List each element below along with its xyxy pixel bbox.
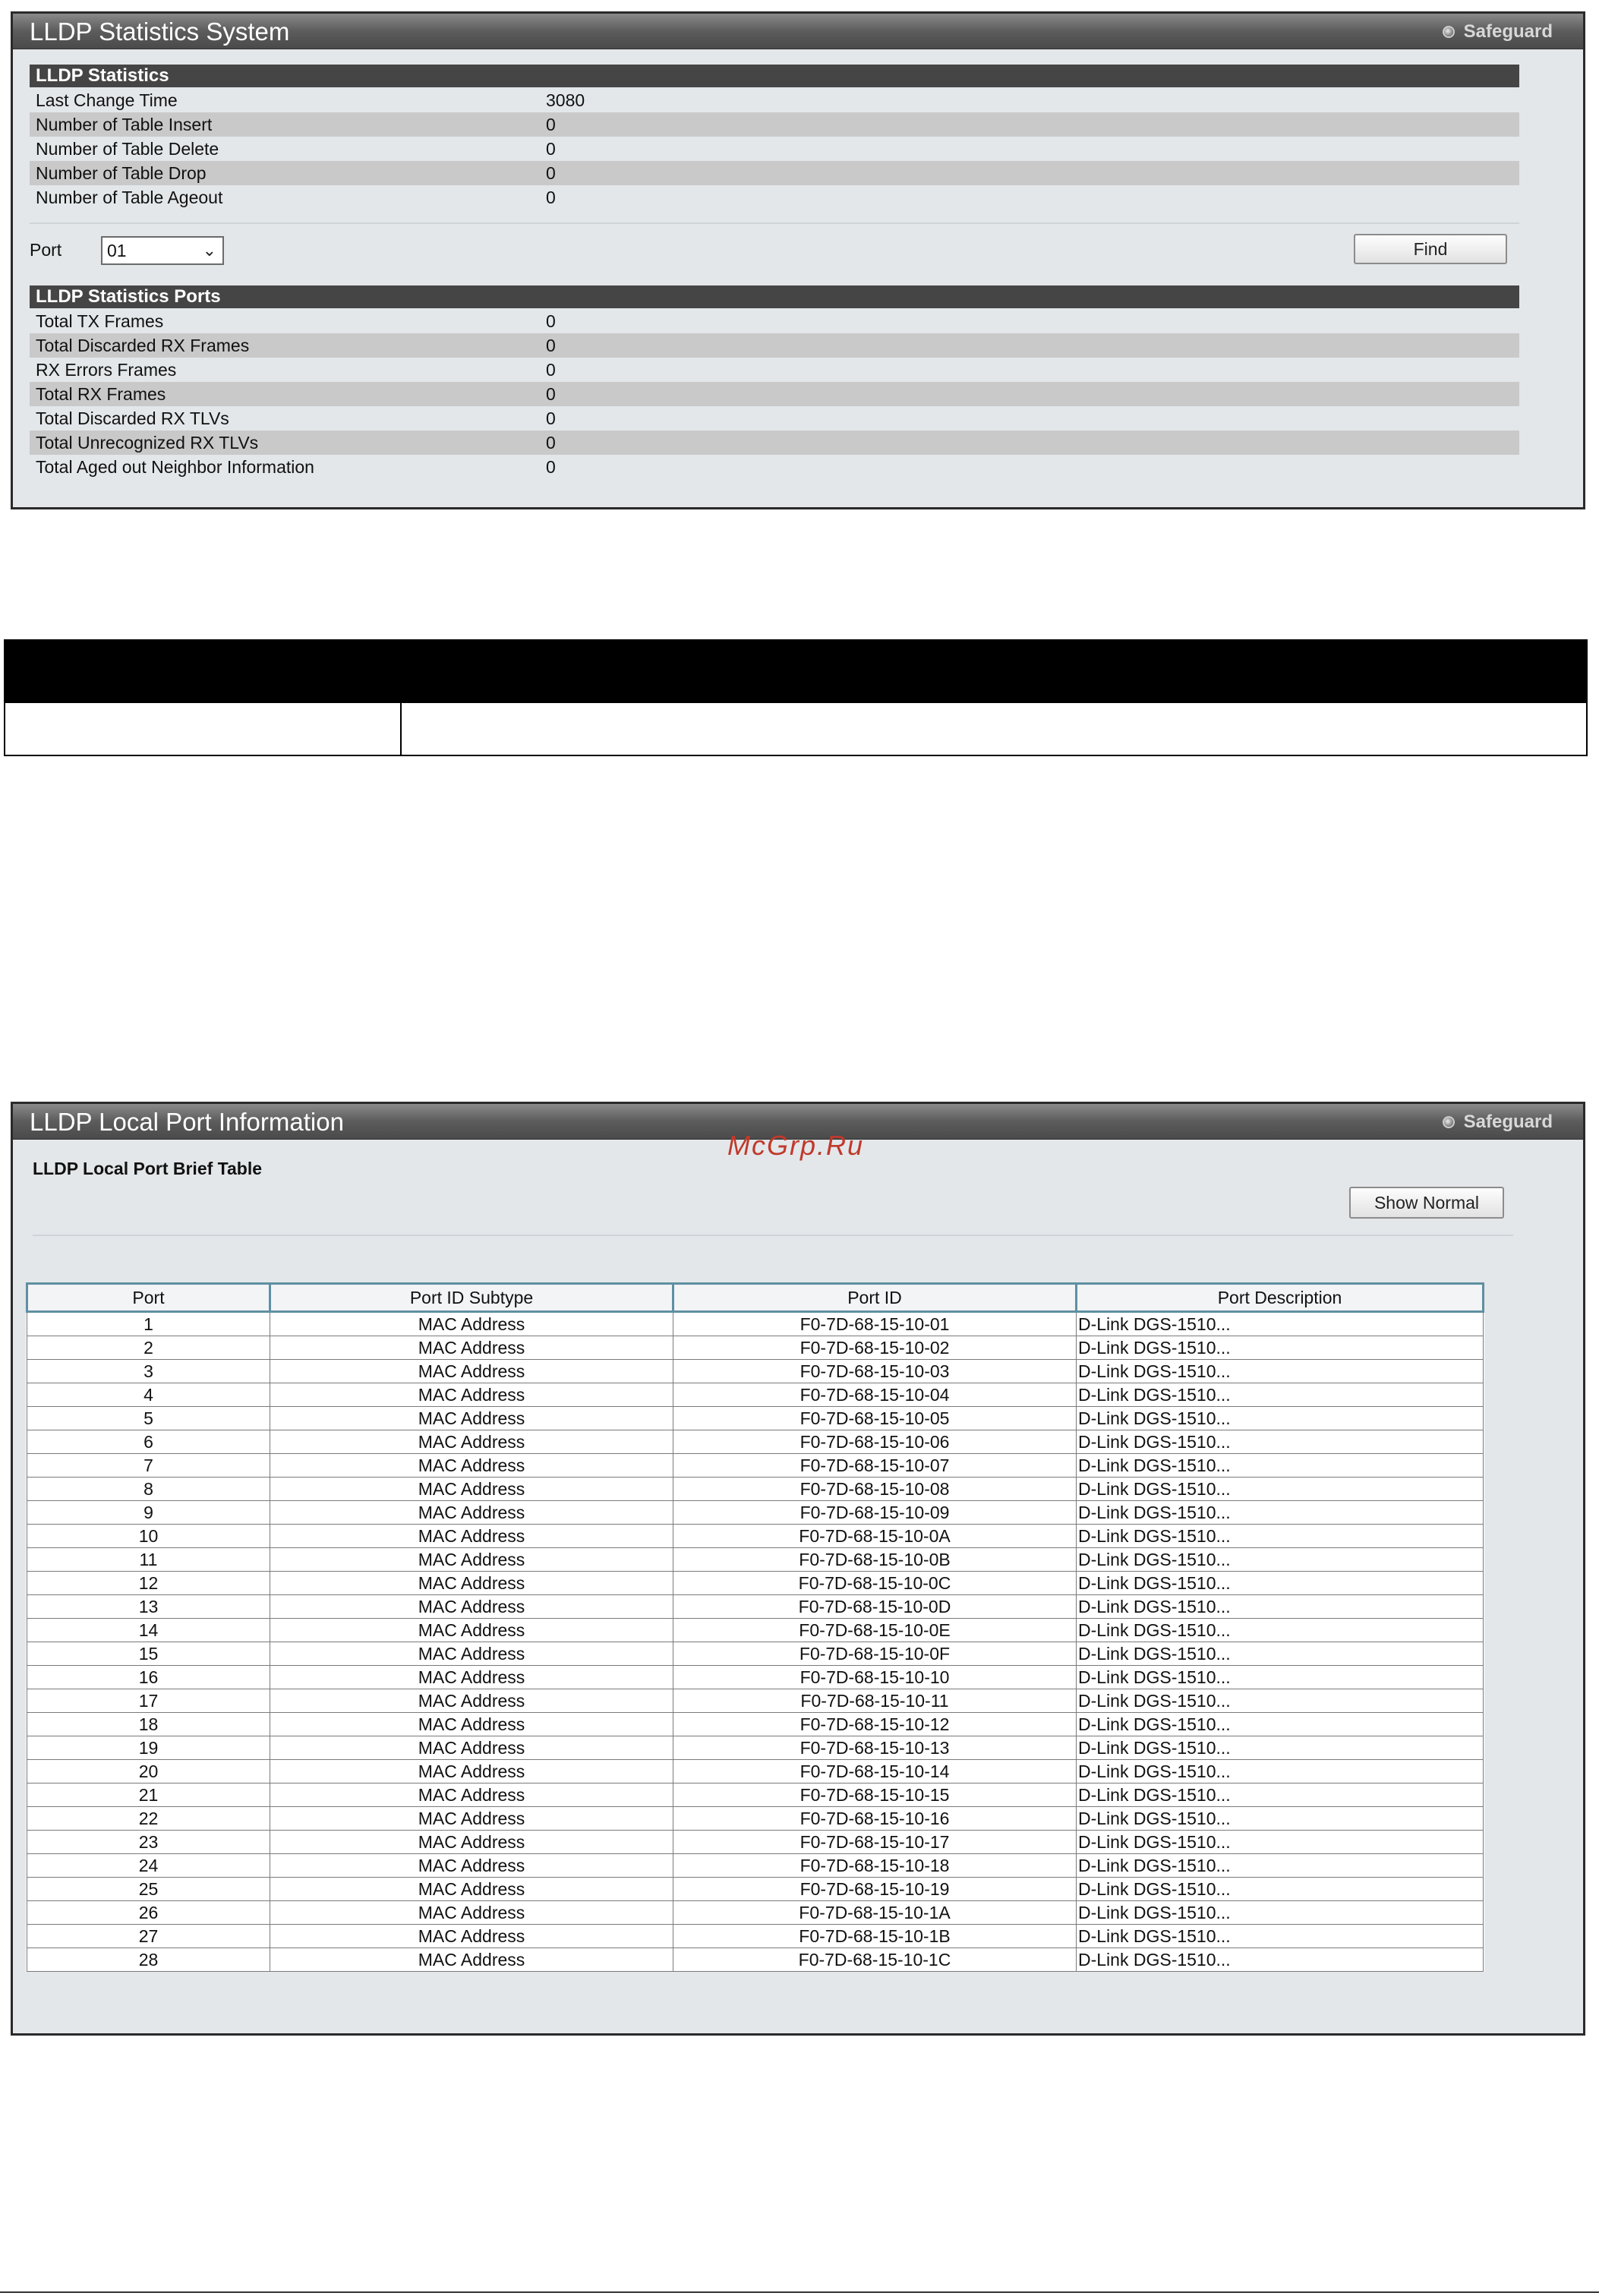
cell-port: 7 — [27, 1454, 270, 1478]
cell-port-id: F0-7D-68-15-10-01 — [673, 1312, 1077, 1336]
lldp-statistics-system-panel — [11, 11, 1585, 509]
cell-port-description: D-Link DGS-1510... — [1077, 1360, 1484, 1383]
table-row — [27, 1525, 1484, 1548]
page-bottom-rule — [0, 2291, 1599, 2293]
cell-port-description: D-Link DGS-1510... — [1077, 1831, 1484, 1854]
panel-title: LLDP Statistics System — [30, 17, 290, 46]
local-port-brief-table — [26, 1282, 1484, 1972]
cell-port-description: D-Link DGS-1510... — [1077, 1525, 1484, 1548]
cell-port: 22 — [27, 1807, 270, 1831]
cell-port-id-subtype: MAC Address — [270, 1784, 673, 1807]
stat-label: RX Errors Frames — [36, 360, 177, 380]
table-row — [27, 1831, 1484, 1854]
cell-port-id: F0-7D-68-15-10-17 — [673, 1831, 1077, 1854]
table-row — [27, 1312, 1484, 1336]
stat-row — [30, 88, 1519, 112]
cell-port-description: D-Link DGS-1510... — [1077, 1595, 1484, 1619]
stat-label: Total Discarded RX Frames — [36, 336, 250, 355]
cell-port-description: D-Link DGS-1510... — [1077, 1478, 1484, 1501]
table-row — [27, 1784, 1484, 1807]
cell-port-id-subtype: MAC Address — [270, 1336, 673, 1360]
table-row — [27, 1619, 1484, 1642]
stat-row — [30, 430, 1519, 455]
panel-titlebar — [13, 14, 1583, 49]
cell-port: 12 — [27, 1572, 270, 1595]
stat-label: Number of Table Insert — [36, 115, 213, 134]
cell-port-description: D-Link DGS-1510... — [1077, 1901, 1484, 1925]
cell-port-id-subtype: MAC Address — [270, 1642, 673, 1666]
cell-port-description: D-Link DGS-1510... — [1077, 1572, 1484, 1595]
stat-value: 0 — [546, 311, 556, 331]
table-row — [27, 1878, 1484, 1901]
cell-port-id: F0-7D-68-15-10-0C — [673, 1572, 1077, 1595]
port-select[interactable] — [101, 236, 224, 265]
stat-row — [30, 137, 1519, 161]
cell-port-id-subtype: MAC Address — [270, 1713, 673, 1736]
stat-row — [30, 382, 1519, 406]
stat-label: Number of Table Ageout — [36, 188, 223, 207]
column-header-port[interactable]: Port — [27, 1284, 270, 1312]
stat-value: 0 — [546, 188, 556, 207]
table-row — [27, 1760, 1484, 1784]
cell-port: 14 — [27, 1619, 270, 1642]
table-row — [27, 1336, 1484, 1360]
table-subtitle: LLDP Local Port Brief Table — [33, 1159, 263, 1178]
cell-port-id-subtype: MAC Address — [270, 1383, 673, 1407]
safeguard-led-icon — [1443, 26, 1455, 38]
table-row — [27, 1666, 1484, 1689]
cell-port-id-subtype: MAC Address — [270, 1854, 673, 1878]
cell-port-id: F0-7D-68-15-10-0B — [673, 1548, 1077, 1572]
cell-port-id: F0-7D-68-15-10-12 — [673, 1713, 1077, 1736]
cell-port-id: F0-7D-68-15-10-1C — [673, 1948, 1077, 1972]
stat-value: 0 — [546, 360, 556, 380]
stat-label: Number of Table Drop — [36, 163, 207, 183]
show-normal-button[interactable]: Show Normal — [1349, 1187, 1504, 1219]
cell-port-description: D-Link DGS-1510... — [1077, 1336, 1484, 1360]
column-header-port-id-subtype[interactable]: Port ID Subtype — [270, 1284, 673, 1312]
stat-label: Total Unrecognized RX TLVs — [36, 433, 259, 453]
cell-port-id: F0-7D-68-15-10-0D — [673, 1595, 1077, 1619]
cell-port-description: D-Link DGS-1510... — [1077, 1454, 1484, 1478]
table-row — [27, 1689, 1484, 1713]
cell-port-description: D-Link DGS-1510... — [1077, 1619, 1484, 1642]
cell-port: 24 — [27, 1854, 270, 1878]
stat-row — [30, 406, 1519, 430]
table-row — [27, 1901, 1484, 1925]
cell-port-id: F0-7D-68-15-10-15 — [673, 1784, 1077, 1807]
stat-row — [30, 309, 1519, 333]
cell-port-description: D-Link DGS-1510... — [1077, 1713, 1484, 1736]
cell-port-id-subtype: MAC Address — [270, 1948, 673, 1972]
table-row — [27, 1501, 1484, 1525]
cell-port-id: F0-7D-68-15-10-05 — [673, 1407, 1077, 1430]
port-select-value: 01 — [107, 241, 127, 260]
cell-port-id: F0-7D-68-15-10-02 — [673, 1336, 1077, 1360]
cell-port-description: D-Link DGS-1510... — [1077, 1878, 1484, 1901]
cell-port-description: D-Link DGS-1510... — [1077, 1948, 1484, 1972]
stat-value: 0 — [546, 457, 556, 477]
stat-row — [30, 358, 1519, 382]
cell-port-id: F0-7D-68-15-10-07 — [673, 1454, 1077, 1478]
cell-port: 4 — [27, 1383, 270, 1407]
stat-row — [30, 161, 1519, 185]
cell-port: 5 — [27, 1407, 270, 1430]
cell-port: 23 — [27, 1831, 270, 1854]
cell-port-id: F0-7D-68-15-10-11 — [673, 1689, 1077, 1713]
table-column-divider — [400, 703, 402, 755]
table-row — [27, 1642, 1484, 1666]
find-button[interactable]: Find — [1354, 234, 1507, 264]
table-body-row — [4, 703, 1588, 756]
cell-port-id: F0-7D-68-15-10-13 — [673, 1736, 1077, 1760]
section-header-lldp-statistics-ports: LLDP Statistics Ports — [30, 285, 1519, 308]
cell-port-id: F0-7D-68-15-10-18 — [673, 1854, 1077, 1878]
cell-port-description: D-Link DGS-1510... — [1077, 1736, 1484, 1760]
cell-port: 11 — [27, 1548, 270, 1572]
cell-port: 28 — [27, 1948, 270, 1972]
cell-port-id: F0-7D-68-15-10-0A — [673, 1525, 1077, 1548]
stat-label: Total Discarded RX TLVs — [36, 408, 229, 428]
column-header-port-id[interactable]: Port ID — [673, 1284, 1077, 1312]
stat-row — [30, 112, 1519, 137]
cell-port-id: F0-7D-68-15-10-06 — [673, 1430, 1077, 1454]
stat-row — [30, 333, 1519, 358]
section-divider — [30, 222, 1519, 224]
table-row — [27, 1454, 1484, 1478]
stat-value: 0 — [546, 115, 556, 134]
cell-port-id-subtype: MAC Address — [270, 1407, 673, 1430]
column-header-port-description[interactable]: Port Description — [1077, 1284, 1484, 1312]
cell-port-description: D-Link DGS-1510... — [1077, 1548, 1484, 1572]
cell-port-id: F0-7D-68-15-10-0F — [673, 1642, 1077, 1666]
safeguard-led-icon — [1443, 1116, 1455, 1128]
cell-port-id: F0-7D-68-15-10-0E — [673, 1619, 1077, 1642]
table-row — [27, 1807, 1484, 1831]
table-row — [27, 1854, 1484, 1878]
stat-label: Total RX Frames — [36, 384, 166, 404]
cell-port-id: F0-7D-68-15-10-1A — [673, 1901, 1077, 1925]
cell-port-description: D-Link DGS-1510... — [1077, 1430, 1484, 1454]
cell-port: 25 — [27, 1878, 270, 1901]
cell-port-description: D-Link DGS-1510... — [1077, 1312, 1484, 1336]
safeguard-label: Safeguard — [1463, 21, 1553, 42]
stat-row — [30, 455, 1519, 479]
cell-port-id-subtype: MAC Address — [270, 1478, 673, 1501]
table-row — [27, 1430, 1484, 1454]
stat-value: 0 — [546, 139, 556, 159]
cell-port-description: D-Link DGS-1510... — [1077, 1642, 1484, 1666]
cell-port-description: D-Link DGS-1510... — [1077, 1784, 1484, 1807]
stat-label: Total Aged out Neighbor Information — [36, 457, 314, 477]
cell-port-id: F0-7D-68-15-10-04 — [673, 1383, 1077, 1407]
cell-port-id-subtype: MAC Address — [270, 1312, 673, 1336]
cell-port-id-subtype: MAC Address — [270, 1666, 673, 1689]
stat-value: 0 — [546, 384, 556, 404]
table-header-bar — [4, 639, 1588, 703]
safeguard-indicator — [1443, 1112, 1553, 1132]
cell-port-id: F0-7D-68-15-10-16 — [673, 1807, 1077, 1831]
cell-port: 15 — [27, 1642, 270, 1666]
cell-port: 21 — [27, 1784, 270, 1807]
stat-row — [30, 185, 1519, 210]
cell-port: 6 — [27, 1430, 270, 1454]
cell-port-id-subtype: MAC Address — [270, 1454, 673, 1478]
table-row — [27, 1383, 1484, 1407]
table-row — [27, 1572, 1484, 1595]
cell-port-id-subtype: MAC Address — [270, 1807, 673, 1831]
watermark: McGrp.Ru — [727, 1130, 865, 1161]
cell-port-description: D-Link DGS-1510... — [1077, 1760, 1484, 1784]
cell-port: 13 — [27, 1595, 270, 1619]
cell-port: 27 — [27, 1925, 270, 1948]
table-row — [27, 1478, 1484, 1501]
cell-port: 9 — [27, 1501, 270, 1525]
cell-port-id-subtype: MAC Address — [270, 1572, 673, 1595]
stat-label: Number of Table Delete — [36, 139, 219, 159]
cell-port: 1 — [27, 1312, 270, 1336]
cell-port: 17 — [27, 1689, 270, 1713]
cell-port-id-subtype: MAC Address — [270, 1878, 673, 1901]
cell-port-id-subtype: MAC Address — [270, 1525, 673, 1548]
table-row — [27, 1407, 1484, 1430]
cell-port-id-subtype: MAC Address — [270, 1736, 673, 1760]
chevron-down-icon: ⌄ — [202, 241, 216, 260]
port-label: Port — [30, 240, 62, 260]
stat-label: Total TX Frames — [36, 311, 164, 331]
cell-port: 3 — [27, 1360, 270, 1383]
cell-port-id-subtype: MAC Address — [270, 1501, 673, 1525]
table-row — [27, 1948, 1484, 1972]
cell-port: 18 — [27, 1713, 270, 1736]
table-header-row — [27, 1284, 1484, 1312]
cell-port-id-subtype: MAC Address — [270, 1925, 673, 1948]
cell-port: 20 — [27, 1760, 270, 1784]
cell-port: 10 — [27, 1525, 270, 1548]
cell-port-id-subtype: MAC Address — [270, 1619, 673, 1642]
cell-port-id-subtype: MAC Address — [270, 1760, 673, 1784]
cell-port-id-subtype: MAC Address — [270, 1548, 673, 1572]
cell-port: 19 — [27, 1736, 270, 1760]
table-row — [27, 1360, 1484, 1383]
stat-value: 0 — [546, 163, 556, 183]
cell-port-description: D-Link DGS-1510... — [1077, 1383, 1484, 1407]
cell-port-description: D-Link DGS-1510... — [1077, 1666, 1484, 1689]
cell-port-id: F0-7D-68-15-10-08 — [673, 1478, 1077, 1501]
cell-port-description: D-Link DGS-1510... — [1077, 1501, 1484, 1525]
table-row — [27, 1925, 1484, 1948]
cell-port-description: D-Link DGS-1510... — [1077, 1689, 1484, 1713]
cell-port-id: F0-7D-68-15-10-14 — [673, 1760, 1077, 1784]
cell-port-id: F0-7D-68-15-10-03 — [673, 1360, 1077, 1383]
cell-port: 2 — [27, 1336, 270, 1360]
cell-port-id-subtype: MAC Address — [270, 1831, 673, 1854]
cell-port-id-subtype: MAC Address — [270, 1689, 673, 1713]
cell-port-description: D-Link DGS-1510... — [1077, 1807, 1484, 1831]
cell-port-id-subtype: MAC Address — [270, 1901, 673, 1925]
safeguard-label: Safeguard — [1463, 1112, 1553, 1132]
stat-value: 0 — [546, 433, 556, 453]
cell-port-id-subtype: MAC Address — [270, 1430, 673, 1454]
cell-port: 16 — [27, 1666, 270, 1689]
section-divider — [33, 1235, 1513, 1236]
cell-port-description: D-Link DGS-1510... — [1077, 1925, 1484, 1948]
cell-port-id-subtype: MAC Address — [270, 1360, 673, 1383]
cell-port-id: F0-7D-68-15-10-10 — [673, 1666, 1077, 1689]
cell-port: 8 — [27, 1478, 270, 1501]
cell-port-id: F0-7D-68-15-10-09 — [673, 1501, 1077, 1525]
safeguard-indicator — [1443, 22, 1553, 42]
section-header-lldp-statistics: LLDP Statistics — [30, 65, 1519, 87]
stat-value: 0 — [546, 336, 556, 355]
stat-value: 0 — [546, 408, 556, 428]
cell-port: 26 — [27, 1901, 270, 1925]
cell-port-id-subtype: MAC Address — [270, 1595, 673, 1619]
panel-title: LLDP Local Port Information — [30, 1108, 344, 1136]
table-row — [27, 1548, 1484, 1572]
cell-port-id: F0-7D-68-15-10-19 — [673, 1878, 1077, 1901]
stat-value: 3080 — [546, 90, 585, 110]
table-row — [27, 1713, 1484, 1736]
cell-port-id: F0-7D-68-15-10-1B — [673, 1925, 1077, 1948]
table-row — [27, 1595, 1484, 1619]
stat-label: Last Change Time — [36, 90, 178, 110]
cell-port-description: D-Link DGS-1510... — [1077, 1854, 1484, 1878]
table-row — [27, 1736, 1484, 1760]
cell-port-description: D-Link DGS-1510... — [1077, 1407, 1484, 1430]
